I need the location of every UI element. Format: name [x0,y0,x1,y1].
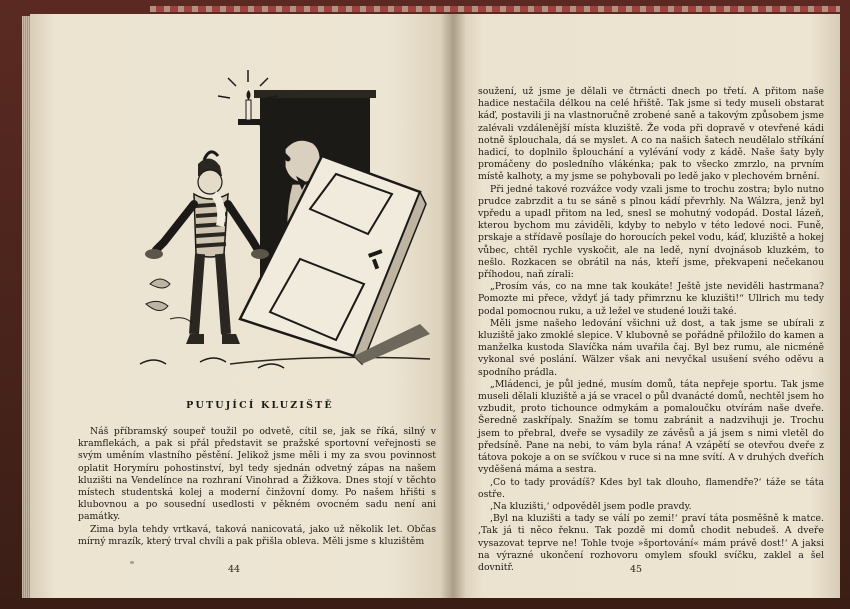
book-gutter [440,14,466,598]
illustration-door-scene [110,64,440,374]
page-number-right: 45 [630,564,643,575]
left-page-text [78,426,436,548]
paragraph: soužení, už jsme je dělali ve čtrnácti dnech po třetí. A přitom naše hadice nestačila délkou na celé hřiště. Tak jsme si tedy museli obstarat káď, postavili ji na vlastnoručně zrobené saně a takovým způsobem jsme zalévali vzdálenější místa kluziště. Že voda při dopravě v otevřené kádi notně šplouchala, dá se myslet. A co na našich šatech neudělalo stříkání hadicí, to doplnilo šplouchání a vylévání vody z kádě. Naše šaty byly promáčeny do posledního vlákénka; pak to všecko zmrzlo, na prvním místě kalhoty, a my jsme se pohybovali po ledě jako v plechovém brnění. [478,86,824,183]
cover-edge [150,6,840,12]
left-page [30,14,452,598]
paragraph: Při jedné takové rozvážce vody vzali jsme to trochu zostra; bylo nutno prudce zabrzdit a tu se sáně s plnou kádí převrhly. Na Wálzra, jenž byl vpředu a upadl přitom na led, snesl se mohutný vodopád. Dostal lázeň, kterou bychom mu záviděli, kdyby to nebylo v této ledové noci. Funě, prskaje a střídavě posílaje do horoucích pekel vodu, káď, kluziště a hokej vůbec, chtěl rychle vyskočit, ale na ledě, nyní dvojnásob kluzkém, to nešlo. Rozkacen se obrátil na nás, kteří jsme, překvapeni nečekanou příhodou, naň zírali: [478,183,824,281]
paragraph: Zima byla tehdy vrtkavá, taková nanicovatá, jako už několik let. Občas mírný mrazík, který trval chvíli a pak přišla obleva. Měli jsme s kluzištěm [78,523,436,547]
right-page [452,14,840,598]
paragraph: ‚Byl na kluzišti a tady se válí po zemi!‘ praví táta posměšně k matce. ‚Tak já ti něco řeknu. Tak pozdě mi domů chodit nebudeš. A dveře vysazovat teprve ne! Tohle tvoje »športování« mám právě dost!‘ A jaksi na výrazné ukončení rozhovoru omylem sfoukl svíčku, zaklel a šel dovnitř. [478,513,824,573]
paragraph: ‚Na kluzišti,‘ odpověděl jsem podle pravdy. [490,500,692,512]
paragraph: ‚Co to tady provádíš? Kdes byl tak dlouho, flamendře?‘ táže se táta ostře. [478,476,824,500]
paragraph: Měli jsme našeho ledování všichni už dost, a tak jsme se ubírali z kluziště jako zmoklé slepice. V klubovně se pořádně přiložilo do kamen a manželka kustoda Slavíčka nám uvařila čaj. Byl bez rumu, ale nicméně vykonal své poslání. Wälzer však ani nevyčkal usušení svého oděvu a spodního prádla. [478,317,824,378]
right-page-text [478,86,824,574]
paragraph: „Prosím vás, co na mne tak koukáte! Ještě jste neviděli hastrmana? Pomozte mi přece, vždyť já tady přimrznu ke kluzišti!“ Ullrich mu tedy podal pomocnou ruku, a už ležel ve studené louži také. [478,281,824,317]
chapter-title: PUTUJÍCÍ KLUZIŠTĚ [186,400,334,411]
page-number-left: 44 [228,564,241,575]
paragraph: Náš příbramský soupeř toužil po odvetě, cítil se, jak se říká, silný v kramflekách, a pak si přál představit se pražské sportovní veřejnosti se svým uměním vlastního pěstění. Jelikož jsme měli i my za svou povinnost oplatit Horymíru pohostinství, byl tedy sjednán odvetný zápas na našem kluzišti na Vendelínce na rozhraní Vinohrad a Žižkova. Dnes stojí v těchto místech studentská kolej a moderní činžovní domy. Po našem hřišti s klubovnou a po sousední usedlosti v pěkném ovocném sadu není ani památky. [78,426,436,523]
paragraph: „Mládenci, je půl jedné, musím domů, táta nepřeje sportu. Tak jsme museli dělali kluziště a já se vracel o půl dvanácté domů, nechtěl jsem ho vzbudit, proto tichounce odmykám a pomaloučku otvírám naše dveře. Šeredně zaskřípaly. Snažím se tomu zabránit a nadzvihuji je. Trochu jsem to přebral, dveře se vysadily ze závěsů a já jsem s nimi vletěl do předsíně. Pane na nebi, to vám byla rána! A vzápětí se otevřou dveře z tátova pokoje a on se svíčkou v ruce si na mne svítí. A v druhých dveřích vyděšená máma a sestra. [478,378,824,476]
paper-speck [130,561,134,564]
